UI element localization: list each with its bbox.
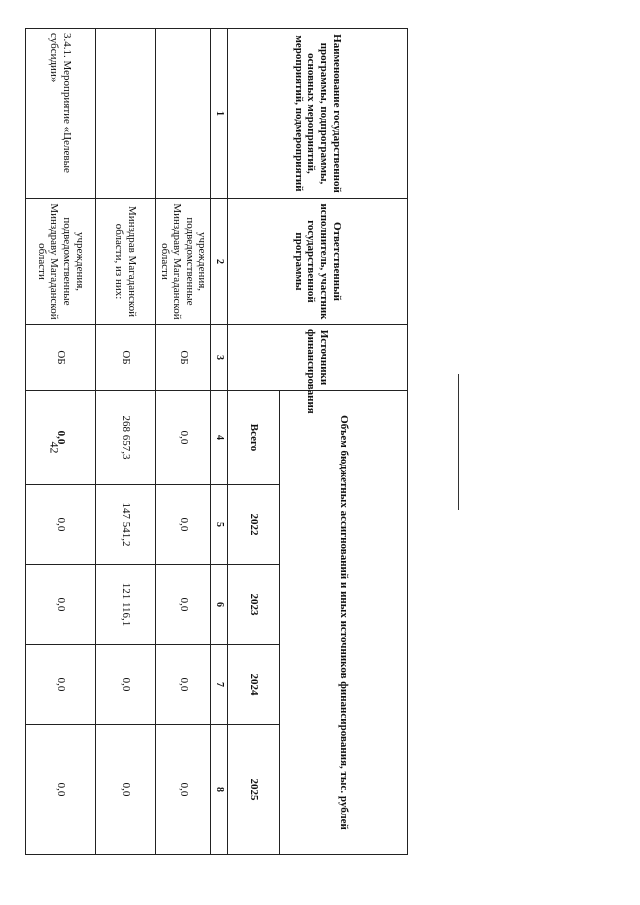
column-number-row — [211, 29, 228, 855]
row-name — [95, 29, 155, 199]
row-source: ОБ — [155, 325, 211, 391]
row-2025: 0,0 — [95, 725, 155, 855]
row-2024: 0,0 — [95, 645, 155, 725]
row-2025: 0,0 — [25, 725, 95, 855]
row-2025: 0,0 — [155, 725, 211, 855]
header-2025: 2025 — [228, 725, 280, 855]
header-2022: 2022 — [228, 485, 280, 565]
table-row — [25, 29, 95, 855]
header-name: Наименование государственной программы, подпрограммы, основных мероприятий, мероприятий, подмероприятий — [228, 29, 408, 199]
separator-line — [458, 374, 459, 510]
row-executor: Минздрав Магаданской области, из них: — [95, 199, 155, 325]
row-2024: 0,0 — [155, 645, 211, 725]
header-2024: 2024 — [228, 645, 280, 725]
row-2023: 121 116,1 — [95, 565, 155, 645]
header-row-1 — [280, 29, 408, 855]
col-number: 1 — [211, 29, 228, 199]
page-number: 42 — [47, 441, 62, 454]
header-budget-group: Объем бюджетных ассигнований и иных источников финансирования, тыс. рублей — [280, 391, 408, 855]
row-executor: учреждения, подведомственные Минздраву Магаданской области — [155, 199, 211, 325]
col-number: 7 — [211, 645, 228, 725]
header-executor: Ответственный исполнитель, участник государственной программы — [228, 199, 408, 325]
budget-table-container — [35, 28, 408, 854]
row-source: ОБ — [95, 325, 155, 391]
row-name: 3.4.1. Мероприятие «Целевые субсидии» — [25, 29, 95, 199]
row-2023: 0,0 — [155, 565, 211, 645]
row-2022: 147 541,2 — [95, 485, 155, 565]
row-total: 0,0 — [155, 391, 211, 485]
col-number: 8 — [211, 725, 228, 855]
table-row — [155, 29, 211, 855]
budget-table — [25, 28, 408, 855]
table-row — [95, 29, 155, 855]
col-number: 6 — [211, 565, 228, 645]
header-source: Источники финансирования — [228, 325, 408, 391]
row-2022: 0,0 — [25, 485, 95, 565]
col-number: 3 — [211, 325, 228, 391]
col-number: 5 — [211, 485, 228, 565]
row-total: 0,0 — [25, 391, 95, 485]
row-source: ОБ — [25, 325, 95, 391]
row-total: 268 657,3 — [95, 391, 155, 485]
header-total: Всего — [228, 391, 280, 485]
row-2024: 0,0 — [25, 645, 95, 725]
header-2023: 2023 — [228, 565, 280, 645]
col-number: 2 — [211, 199, 228, 325]
col-number: 4 — [211, 391, 228, 485]
row-2022: 0,0 — [155, 485, 211, 565]
row-2023: 0,0 — [25, 565, 95, 645]
row-name — [155, 29, 211, 199]
row-executor: учреждения, подведомственные Минздраву Магаданской области — [25, 199, 95, 325]
